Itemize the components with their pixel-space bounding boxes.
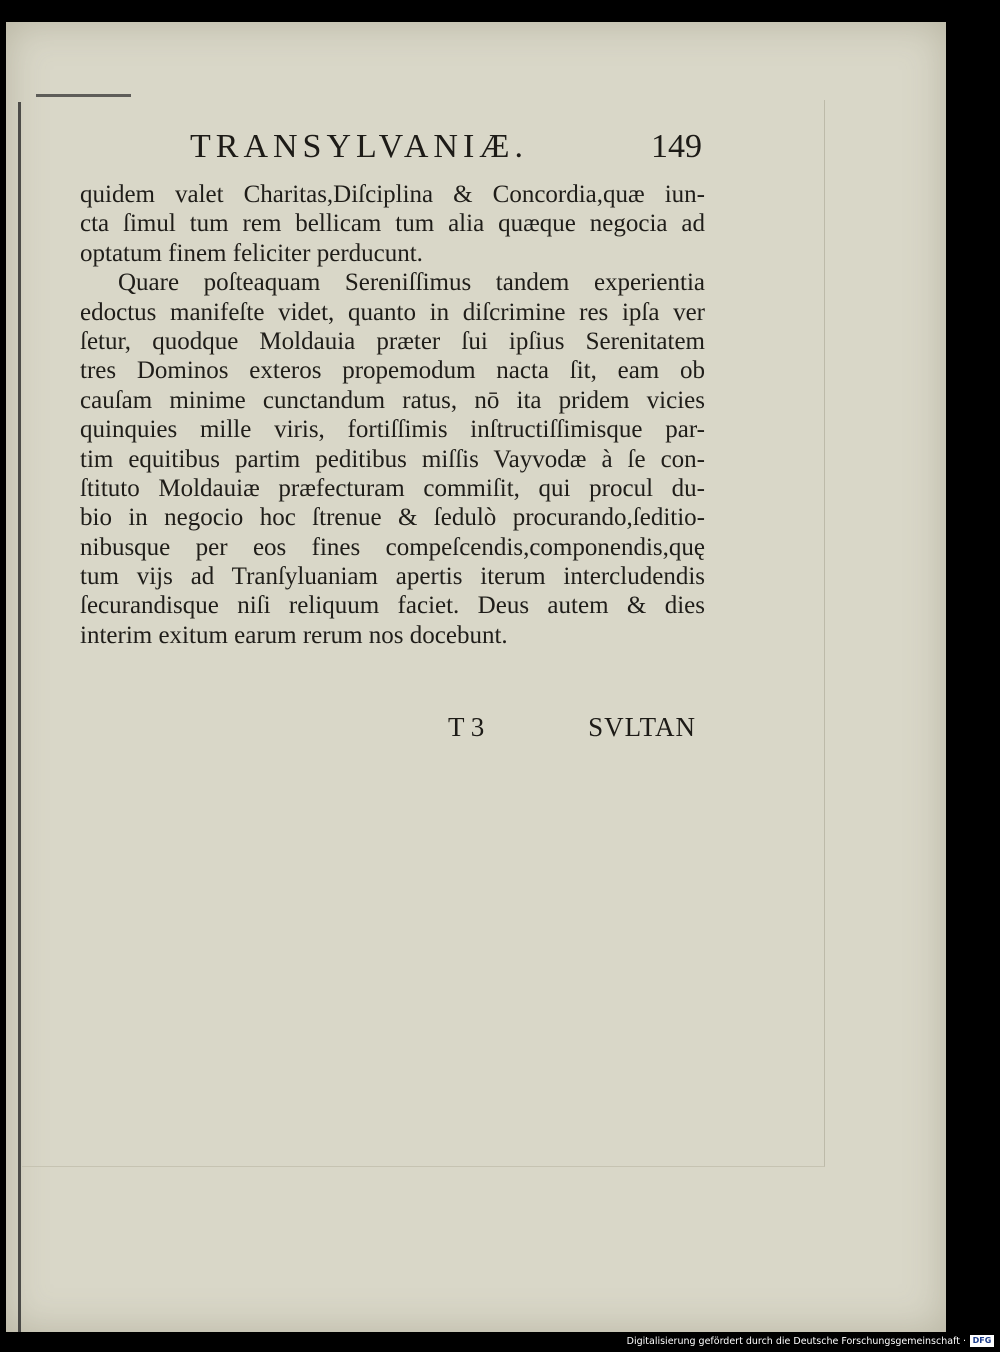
text-line: nibusque per eos fines compeſcendis,componendis,quę bbox=[80, 533, 705, 561]
text-line: edoctus manifeſte videt, quanto in diſcrimine res ipſa ver bbox=[80, 298, 705, 326]
text-line: tim equitibus partim peditibus miſſis Vayvodæ à ſe con- bbox=[80, 445, 705, 473]
text-line: tres Dominos exteros propemodum nacta ſit, eam ob bbox=[80, 357, 705, 385]
page-edge-rule-top bbox=[36, 94, 131, 97]
text-line: optatum finem feliciter perducunt. bbox=[80, 239, 423, 267]
text-line: quinquies mille viris, fortiſſimis inſtructiſſimisque par- bbox=[80, 416, 705, 444]
running-title: TRANSYLVANIÆ. bbox=[190, 128, 528, 165]
catchline bbox=[440, 712, 700, 746]
text-line: interim exitum earum rerum nos docebunt. bbox=[80, 621, 508, 649]
text-line: bio in negocio hoc ſtrenue & ſedulò procurando,ſeditio- bbox=[80, 504, 705, 532]
page-edge-rule bbox=[18, 102, 21, 1332]
page-number: 149 bbox=[651, 128, 702, 165]
text-line: ſecurandisque niſi reliquum faciet. Deus autem & dies bbox=[80, 592, 705, 620]
catchword: SVLTAN bbox=[588, 712, 696, 742]
dfg-logo: DFG bbox=[970, 1335, 994, 1347]
text-line: cta ſimul tum rem bellicam tum alia quæque negocia ad bbox=[80, 210, 705, 238]
footer-credit: Digitalisierung gefördert durch die Deutsche Forschungsgemeinschaft · bbox=[626, 1335, 966, 1347]
signature-mark: T 3 bbox=[448, 712, 485, 742]
text-line: quidem valet Charitas,Diſciplina & Concordia,quæ iun- bbox=[80, 181, 705, 208]
text-line: cauſam minime cunctandum ratus, nō ita pridem vicies bbox=[80, 386, 705, 414]
text-line: Quare poſteaquam Sereniſſimus tandem experientia bbox=[118, 269, 705, 297]
digitization-footer bbox=[627, 1334, 994, 1348]
text-line: ſtituto Moldauiæ præfecturam commiſit, qui procul du- bbox=[80, 474, 705, 502]
text-line: ſetur, quodque Moldauia præter ſui ipſius Serenitatem bbox=[80, 327, 705, 355]
text-line: tum vijs ad Tranſyluaniam apertis iterum intercludendis bbox=[80, 563, 705, 591]
body-text bbox=[80, 180, 705, 650]
page-header bbox=[190, 128, 710, 172]
